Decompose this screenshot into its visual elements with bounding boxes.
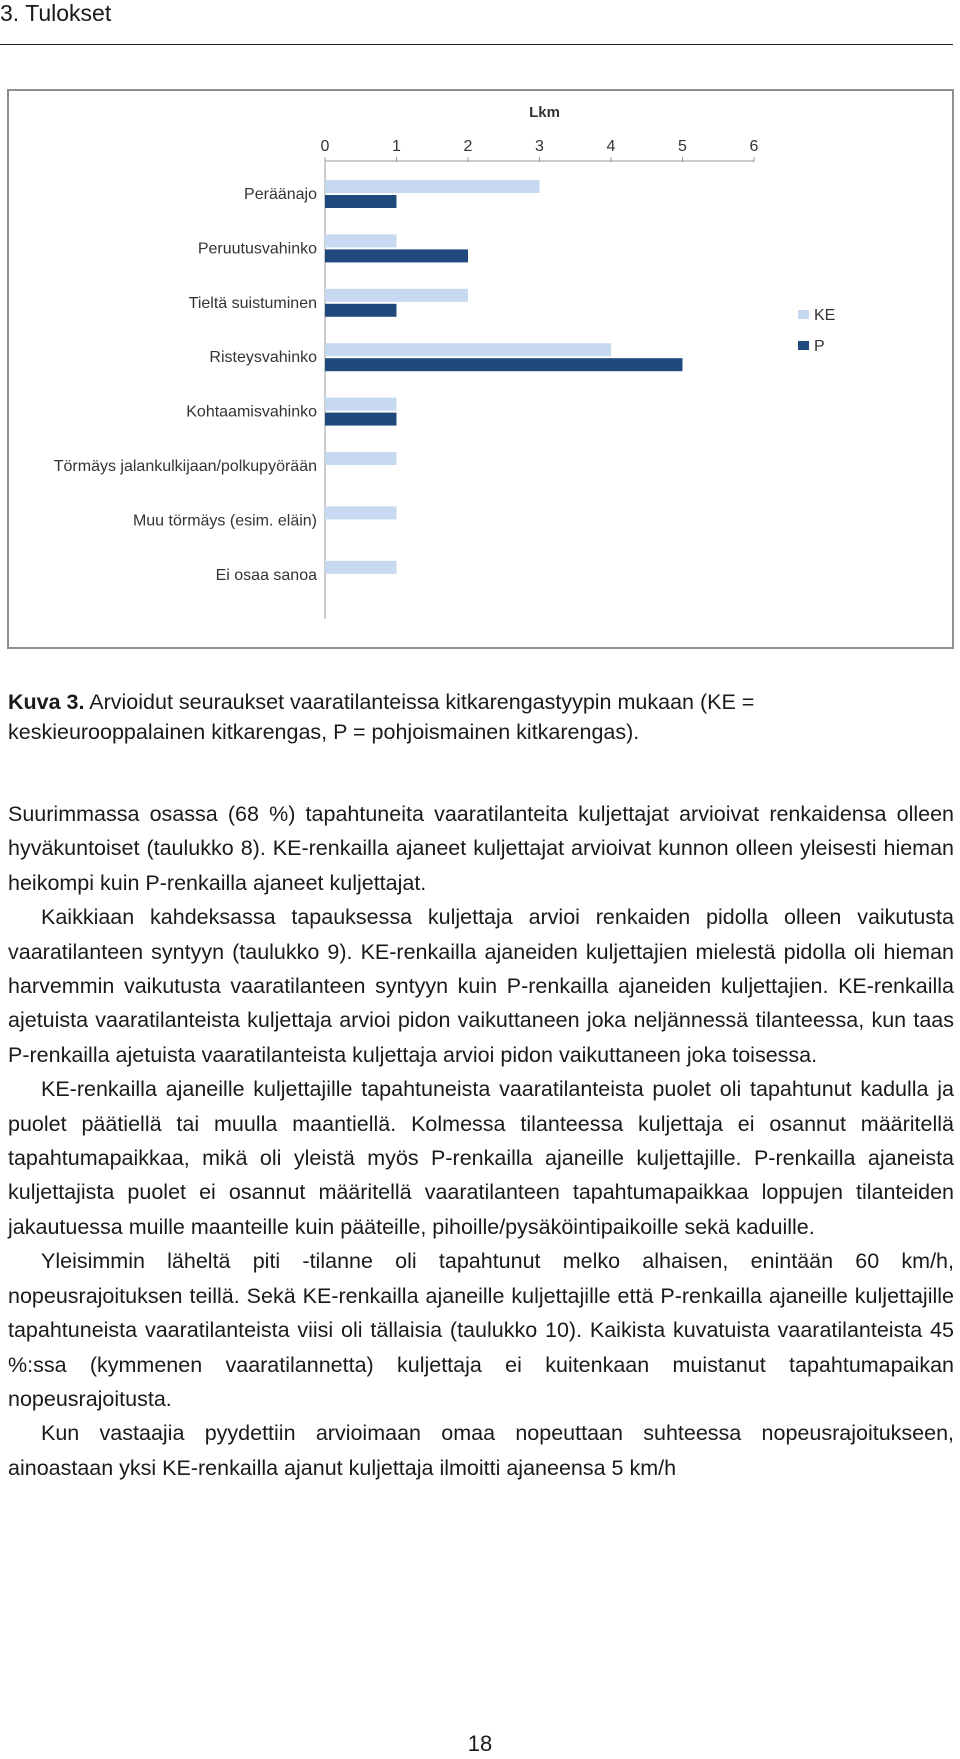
category-label: Ei osaa sanoa <box>215 566 317 584</box>
legend-label-ke: KE <box>814 307 836 324</box>
paragraph: Yleisimmin läheltä piti -tilanne oli tapahtunut melko alhaisen, enintään 60 km/h, nopeusrajoituksen teillä. Sekä KE-renkailla ajaneille kuljettajille että P-renkailla ajaneille kuljettajille tapahtuneista vaaratilanteista viisi oli tällaisia (taulukko 10). Kaikista kuvatuista vaaratilanteista 45 %:ssa (kymmenen vaaratilannetta) kuljettaja ei kuitenkaan muistanut tapahtumapaikan nopeusrajoitusta. <box>8 1249 954 1411</box>
caption-text: Arvioidut seuraukset vaaratilanteissa kitkarengastyypin mukaan (KE = keskieurooppalainen kitkarengas, P = pohjoismainen kitkarengas). <box>8 690 755 744</box>
category-label: Tieltä suistuminen <box>188 294 317 312</box>
category-label: Risteysvahinko <box>209 349 317 367</box>
paragraph: KE-renkailla ajaneille kuljettajille tapahtuneista vaaratilanteista puolet oli tapahtunut kadulla ja puolet päätiellä tai muulla maantiellä. Kolmessa tilanteessa kuljettaja ei osannut määritellä tapahtumapaikkaa, mikä oli yleistä myös P-renkailla ajaneille kuljettajille. P-renkailla ajaneista kuljettajista puolet ei osannut määritellä vaaratilanteen tapahtumapaikkaa loppujen tilanteiden jakautuessa muille maanteille kuin pääteille, pihoille/pysäköintipaikoille sekä kaduille. <box>8 1077 954 1239</box>
x-tick-label: 5 <box>678 138 687 155</box>
x-tick-label: 0 <box>320 138 330 155</box>
category-label: Peruutusvahinko <box>197 240 317 258</box>
x-tick-label: 2 <box>463 138 473 155</box>
chart-title: Lkm <box>529 104 560 121</box>
legend-swatch-p <box>798 341 809 350</box>
category-label: Kohtaamisvahinko <box>186 403 317 421</box>
bar-p <box>325 304 397 317</box>
paragraph: Kun vastaajia pyydettiin arvioimaan omaa nopeuttaan suhteessa nopeusrajoitukseen, ainoastaan yksi KE-renkailla ajanut kuljettaja ilmoitti ajaneensa 5 km/h <box>8 1421 954 1480</box>
category-label: Peräänajo <box>244 186 317 203</box>
bar-p <box>325 195 397 208</box>
page-header <box>0 0 953 45</box>
caption-label: Kuva 3. <box>8 690 85 714</box>
bar-ke <box>325 180 540 193</box>
page-number: 18 <box>467 1731 493 1756</box>
bar-ke <box>325 506 397 519</box>
bar-chart <box>9 91 952 647</box>
figure-frame <box>7 89 954 649</box>
paragraph: Suurimmassa osassa (68 %) tapahtuneita vaaratilanteita kuljettajat arvioivat renkaidensa olleen hyväkuntoiset (taulukko 8). KE-renkailla ajaneet kuljettajat arvioivat kunnon olleen yleisesti hieman heikompi kuin P-renkailla ajaneet kuljettajat. <box>8 802 954 895</box>
bar-ke <box>325 561 397 574</box>
x-tick-label: 1 <box>392 138 401 155</box>
bar-ke <box>325 234 397 247</box>
category-label: Muu törmäys (esim. eläin) <box>132 512 317 530</box>
x-tick-label: 6 <box>749 138 759 155</box>
legend-swatch-ke <box>798 310 809 319</box>
bar-p <box>325 413 397 426</box>
bar-ke <box>325 289 468 302</box>
body-text <box>8 797 954 1485</box>
paragraph: Kaikkiaan kahdeksassa tapauksessa kuljettaja arvioi renkaiden pidolla olleen vaikutusta vaaratilanteen syntyyn (taulukko 9). KE-renkailla ajaneiden kuljettajien mielestä pidolla oli hieman harvemmin vaikutusta vaaratilanteen syntyyn kuin P-renkailla ajaneiden kuljettajien. KE-renkailla ajetuista vaaratilanteista kuljettaja arvioi pidon vaikuttaneen joka neljännessä tilanteessa, kun taas P-renkailla ajetuista vaaratilanteista kuljettaja arvioi pidon vaikuttaneen joka toisessa. <box>8 905 954 1067</box>
bar-ke <box>325 452 397 465</box>
x-tick-label: 3 <box>535 138 544 155</box>
figure-caption <box>8 687 953 747</box>
bar-ke <box>325 343 611 356</box>
category-label: Törmäys jalankulkijaan/polkupyörään <box>53 458 317 475</box>
legend-label-p: P <box>814 338 825 355</box>
section-title: 3. Tulokset <box>0 0 112 26</box>
bar-p <box>325 358 683 371</box>
x-tick-label: 4 <box>606 138 616 155</box>
bar-ke <box>325 398 397 411</box>
bar-p <box>325 249 468 262</box>
